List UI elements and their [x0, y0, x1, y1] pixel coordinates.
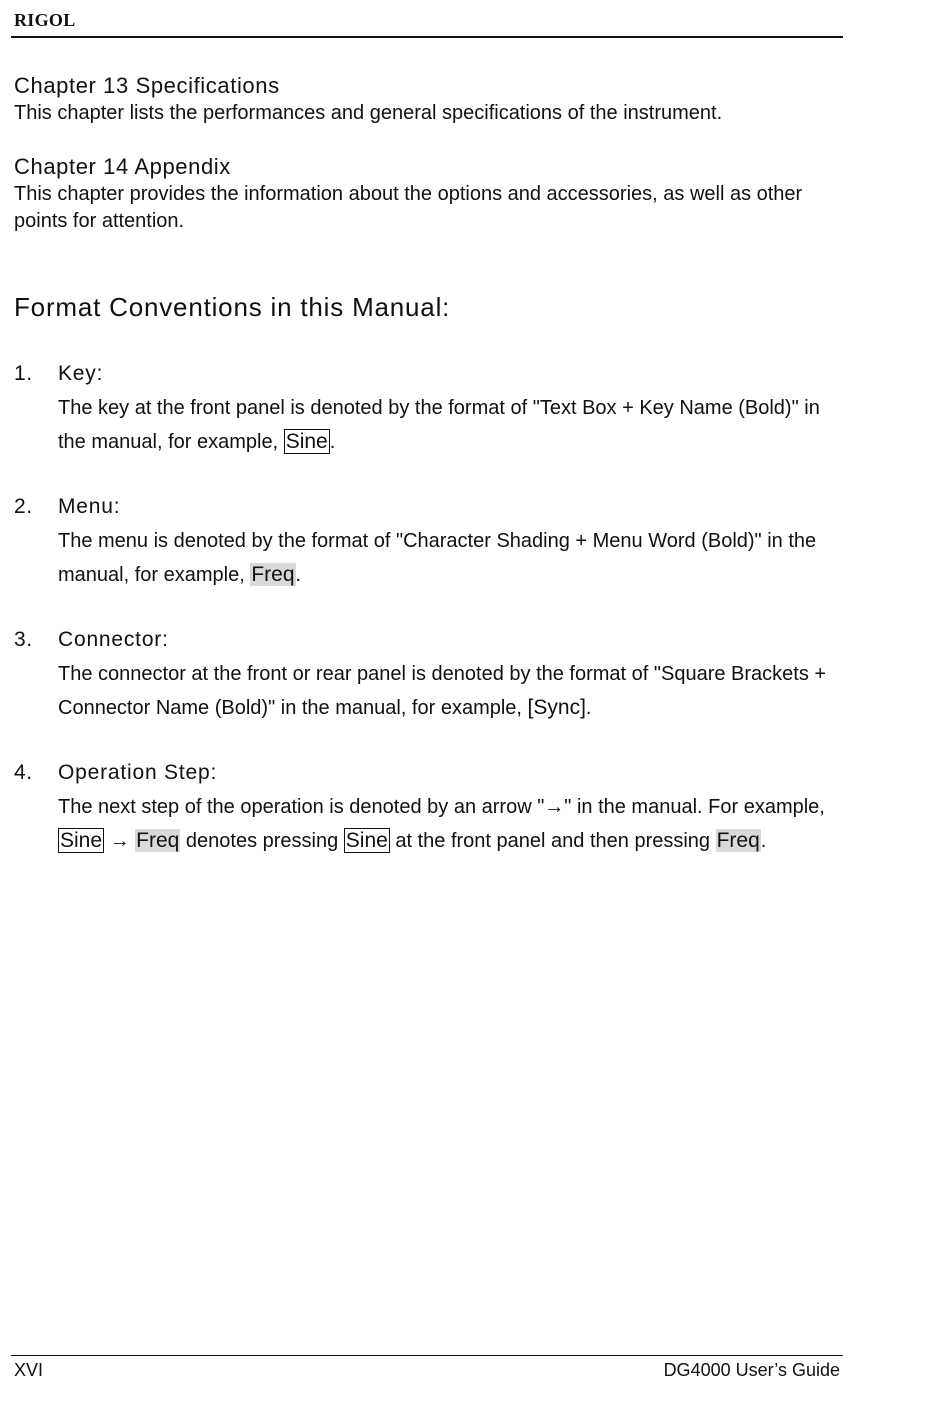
- chapter-13-title: Chapter 13 Specifications: [14, 73, 280, 98]
- footer-divider: [11, 1355, 843, 1356]
- page-number: XVI: [14, 1360, 44, 1380]
- chapter-14-description: This chapter provides the information about the options and accessories, as well as other points for attention.: [14, 183, 803, 232]
- operation-text: The next step of the operation is denoted by an arrow "→" in the manual. For example,: [58, 796, 825, 818]
- chapter-13-description: This chapter lists the performances and general specifications of the instrument.: [14, 102, 723, 124]
- list-body-menu: [58, 525, 848, 592]
- key-example-sine: Sine: [285, 430, 328, 453]
- connector-text: The connector at the front or rear panel is denoted by the format of "Square Brackets + Connector Name (Bold)" in the manual, for example,: [58, 663, 827, 719]
- connector-text-end: .: [585, 697, 592, 719]
- arrow-icon: →: [104, 830, 136, 852]
- operation-key-sine-2: Sine: [345, 829, 388, 852]
- list-heading-connector: Connector:: [58, 628, 169, 651]
- key-text: The key at the front panel is denoted by the format of "Text Box + Key Name (Bold)" in the manual, for example,: [58, 397, 820, 453]
- operation-text-mid2: at the front panel and then pressing: [389, 830, 716, 852]
- connector-example-sync: [Sync]: [527, 696, 586, 719]
- operation-text-end: .: [760, 830, 767, 852]
- list-heading-menu: Menu:: [58, 495, 121, 518]
- list-heading-key: Key:: [58, 362, 104, 385]
- list-number-3: 3.: [14, 628, 33, 651]
- menu-text: The menu is denoted by the format of "Character Shading + Menu Word (Bold)" in the manual, for example,: [58, 530, 817, 586]
- header-divider: [11, 36, 843, 38]
- list-number-1: 1.: [14, 362, 33, 385]
- key-text-end: .: [329, 431, 336, 453]
- chapter-14-title: Chapter 14 Appendix: [14, 154, 231, 179]
- list-body-key: [58, 392, 848, 459]
- operation-key-sine: Sine: [60, 829, 103, 852]
- guide-title: DG4000 User’s Guide: [663, 1360, 840, 1380]
- brand-logo: RIGOL: [14, 10, 76, 30]
- format-conventions-title: Format Conventions in this Manual:: [14, 292, 451, 322]
- list-number-2: 2.: [14, 495, 33, 518]
- list-body-operation-step: [58, 791, 848, 858]
- list-heading-operation-step: Operation Step:: [58, 761, 218, 784]
- operation-text-mid: denotes pressing: [180, 830, 344, 852]
- operation-menu-freq: Freq: [136, 829, 180, 852]
- list-number-4: 4.: [14, 761, 33, 784]
- menu-example-freq: Freq: [251, 563, 295, 586]
- operation-menu-freq-2: Freq: [716, 829, 760, 852]
- menu-text-end: .: [295, 564, 302, 586]
- list-body-connector: [58, 658, 848, 725]
